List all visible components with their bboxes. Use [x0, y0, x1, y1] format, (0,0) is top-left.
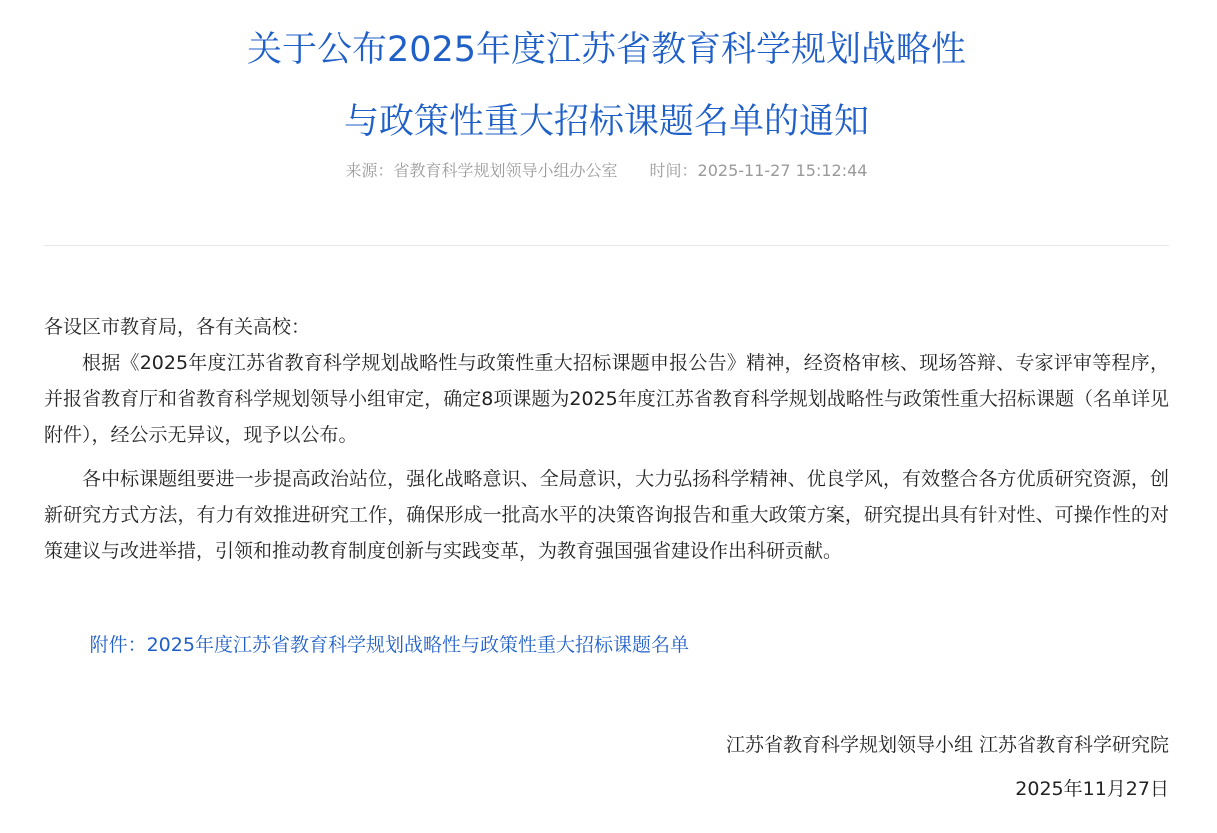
- title-divider: [44, 245, 1169, 246]
- article-title-line-2: 与政策性重大招标课题名单的通知: [343, 102, 869, 142]
- body-paragraph-2: 各中标课题组要进一步提高政治站位，强化战略意识、全局意识，大力弘扬科学精神、优良学风，有效整合各方优质研究资源，创新研究方式方法，有力有效推进研究工作，确保形成一批高水平的决策咨询报告和重大政策方案，研究提出具有针对性、可操作性的对策建议与改进举措，引领和推动教育制度创新与实践变革，为教育强国强省建设作出科研贡献。: [44, 468, 1169, 562]
- signature-date: 2025年11月27日: [1015, 778, 1169, 800]
- signature-block: [44, 723, 1169, 811]
- salutation: 各设区市教育局，各有关高校：: [44, 316, 311, 338]
- article-meta: [44, 160, 1169, 182]
- article-title: [44, 0, 1169, 158]
- time-label: 时间：: [649, 161, 698, 180]
- article-body: [44, 306, 1169, 811]
- article-title-line-1: 关于公布2025年度江苏省教育科学规划战略性: [246, 30, 967, 70]
- source-label: 来源：: [345, 161, 394, 180]
- article-page: [44, 0, 1169, 833]
- time-value: 2025-11-27 15:12:44: [697, 161, 868, 180]
- body-paragraph-1: 根据《2025年度江苏省教育科学规划战略性与政策性重大招标课题申报公告》精神，经资格审核、现场答辩、专家评审等程序，并报省教育厅和省教育科学规划领导小组审定，确定8项课题为2025年度江苏省教育科学规划战略性与政策性重大招标课题（名单详见附件），经公示无异议，现予以公布。: [44, 352, 1169, 446]
- signature-issuers: 江苏省教育科学规划领导小组 江苏省教育科学研究院: [725, 734, 1169, 756]
- source-value: 省教育科学规划领导小组办公室: [393, 161, 618, 180]
- attachment-link[interactable]: 附件：2025年度江苏省教育科学规划战略性与政策性重大招标课题名单: [89, 634, 689, 656]
